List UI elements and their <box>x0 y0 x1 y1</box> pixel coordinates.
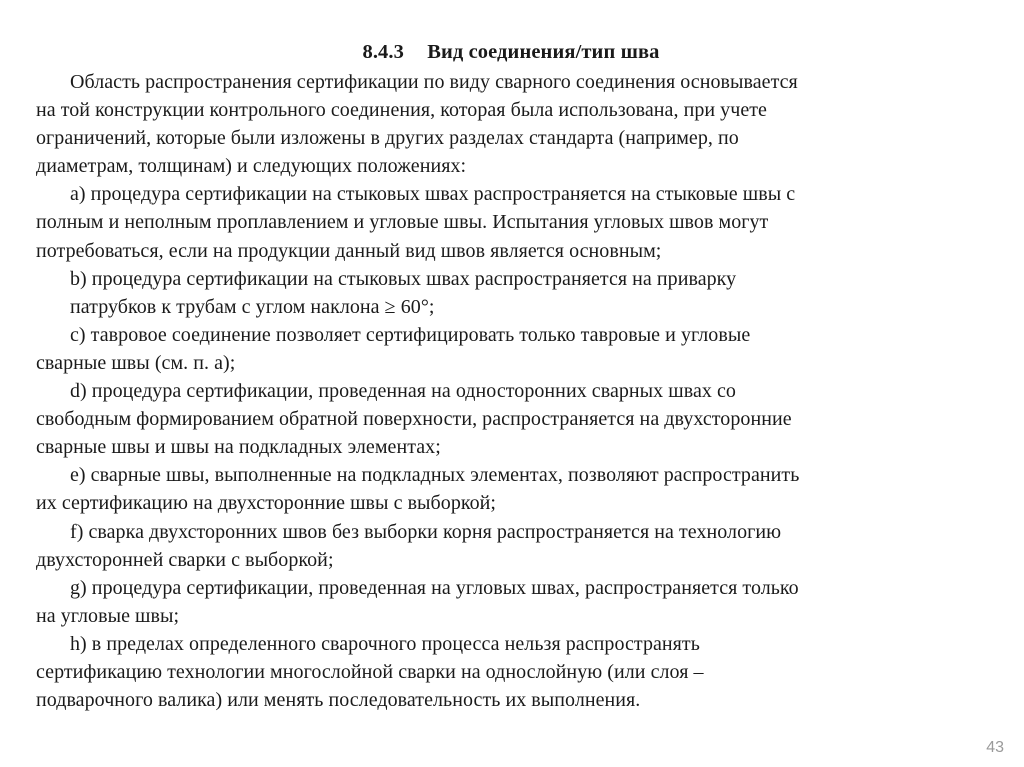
page-number: 43 <box>986 739 1004 756</box>
text-line: a) процедура сертификации на стыковых швах распространяется на стыковые швы с <box>70 183 796 206</box>
text-line: сертификацию технологии многослойной сварки на однослойную (или слоя – <box>36 660 704 683</box>
text-line: Область распространения сертификации по виду сварного соединения основывается <box>70 71 798 93</box>
text-line: c) тавровое соединение позволяет сертифицировать только тавровые и угловые <box>70 323 751 346</box>
text-line: g) процедура сертификации, проведенная на угловых швах, распространяется только <box>70 576 799 599</box>
document-body <box>36 38 986 714</box>
section-title: Вид соединения/тип шва <box>427 41 660 63</box>
text-line: потребоваться, если на продукции данный вид швов является основным; <box>36 239 662 262</box>
text-line: свободным формированием обратной поверхности, распространяется на двухсторонние <box>36 408 792 431</box>
text-line: сварные швы и швы на подкладных элементах; <box>36 436 441 459</box>
text-line: подварочного валика) или менять последовательность их выполнения. <box>36 689 641 712</box>
text-line: на той конструкции контрольного соединения, которая была использована, при учете <box>36 99 767 122</box>
text-line: диаметрам, толщинам) и следующих положениях: <box>36 155 467 178</box>
text-line: ограничений, которые были изложены в других разделах стандарта (например, по <box>36 127 739 150</box>
text-line: двухсторонней сварки с выборкой; <box>36 548 334 571</box>
text-line: d) процедура сертификации, проведенная на односторонних сварных швах со <box>70 380 736 403</box>
text-line: полным и неполным проплавлением и угловые швы. Испытания угловых швов могут <box>36 211 769 234</box>
text-line: b) процедура сертификации на стыковых швах распространяется на приварку <box>70 267 737 290</box>
text-line: на угловые швы; <box>36 604 180 627</box>
section-heading <box>36 38 986 66</box>
document-text <box>36 68 986 714</box>
text-line: f) сварка двухсторонних швов без выборки корня распространяется на технологию <box>70 520 782 543</box>
text-line: e) сварные швы, выполненные на подкладных элементах, позволяют распространить <box>70 464 800 487</box>
text-line: их сертификацию на двухсторонние швы с выборкой; <box>36 492 497 515</box>
section-number: 8.4.3 <box>362 41 404 63</box>
text-line: сварные швы (см. п. a); <box>36 351 236 374</box>
text-line: патрубков к трубам с углом наклона ≥ 60°; <box>70 295 435 318</box>
text-line: h) в пределах определенного сварочного процесса нельзя распространять <box>70 632 700 655</box>
